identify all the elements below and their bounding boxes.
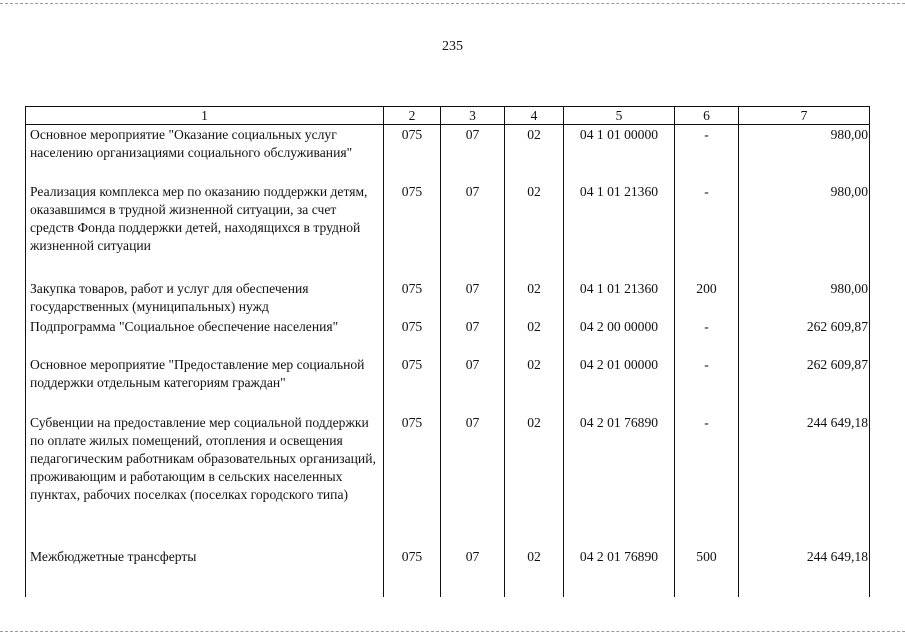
row-code-2: 075 [384,182,441,279]
row-code-6: 500 [675,547,739,597]
row-code-3: 07 [441,413,505,547]
column-header-7: 7 [739,107,870,125]
row-code-2: 075 [384,279,441,317]
table-row [26,182,870,279]
column-number-header [26,107,870,125]
row-code-2: 075 [384,125,441,182]
row-code-4: 02 [505,125,564,182]
row-name: Основное мероприятие "Оказание социальных услуг населению организациями социального обслуживания" [26,125,384,182]
row-code-6: - [675,182,739,279]
row-code-5: 04 2 01 00000 [564,355,675,413]
row-sum: 980,00 [739,182,870,279]
table-row [26,547,870,597]
row-code-3: 07 [441,182,505,279]
row-code-4: 02 [505,547,564,597]
row-code-4: 02 [505,317,564,355]
row-code-5: 04 2 01 76890 [564,547,675,597]
row-code-6: - [675,125,739,182]
row-code-6: - [675,317,739,355]
table-row [26,413,870,547]
row-code-4: 02 [505,279,564,317]
row-sum: 980,00 [739,125,870,182]
row-code-2: 075 [384,547,441,597]
row-code-5: 04 2 01 76890 [564,413,675,547]
bottom-edge-line [0,631,905,632]
row-code-3: 07 [441,279,505,317]
row-code-5: 04 2 00 00000 [564,317,675,355]
row-code-2: 075 [384,317,441,355]
column-header-4: 4 [505,107,564,125]
row-code-4: 02 [505,182,564,279]
row-name: Основное мероприятие "Предоставление мер социальной поддержки отдельным категориям граждан" [26,355,384,413]
row-code-3: 07 [441,355,505,413]
column-header-6: 6 [675,107,739,125]
row-code-2: 075 [384,413,441,547]
column-header-3: 3 [441,107,505,125]
row-code-3: 07 [441,125,505,182]
column-header-2: 2 [384,107,441,125]
row-code-4: 02 [505,413,564,547]
row-code-5: 04 1 01 21360 [564,279,675,317]
row-sum: 262 609,87 [739,317,870,355]
row-sum: 262 609,87 [739,355,870,413]
column-header-1: 1 [26,107,384,125]
table-row [26,317,870,355]
row-code-5: 04 1 01 00000 [564,125,675,182]
row-sum: 244 649,18 [739,547,870,597]
page-number: 235 [442,39,463,54]
top-edge-line [0,3,905,4]
row-code-6: 200 [675,279,739,317]
budget-table [25,106,870,597]
table-row [26,355,870,413]
row-code-6: - [675,355,739,413]
row-code-4: 02 [505,355,564,413]
table-row [26,125,870,182]
row-code-6: - [675,413,739,547]
row-code-2: 075 [384,355,441,413]
row-name: Подпрограмма "Социальное обеспечение населения" [26,317,384,355]
row-code-3: 07 [441,317,505,355]
row-sum: 244 649,18 [739,413,870,547]
row-name: Закупка товаров, работ и услуг для обеспечения государственных (муниципальных) нужд [26,279,384,317]
column-header-5: 5 [564,107,675,125]
row-sum: 980,00 [739,279,870,317]
row-name: Межбюджетные трансферты [26,547,384,597]
row-name: Субвенции на предоставление мер социальной поддержки по оплате жилых помещений, отопления и освещения педагогическим работникам образовательных организаций, проживающим и работающим в сельских населенных пунктах, рабочих поселках (поселках городского типа) [26,413,384,547]
table-row [26,279,870,317]
row-code-5: 04 1 01 21360 [564,182,675,279]
row-code-3: 07 [441,547,505,597]
row-name: Реализация комплекса мер по оказанию поддержки детям, оказавшимся в трудной жизненной ситуации, за счет средств Фонда поддержки детей, находящихся в трудной жизненной ситуации [26,182,384,279]
